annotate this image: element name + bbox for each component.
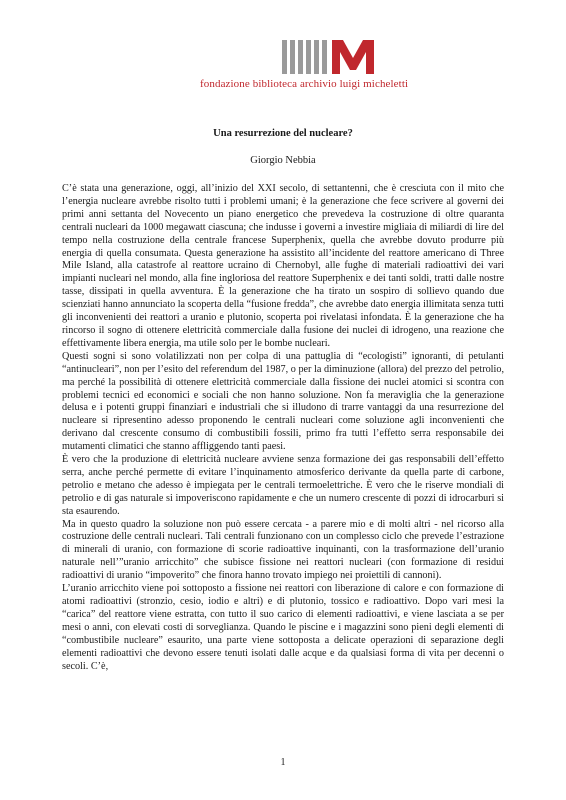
foundation-logo (282, 40, 374, 74)
logo-red-m-icon (332, 40, 374, 74)
page-number: 1 (280, 757, 286, 768)
paragraph: Ma in questo quadro la soluzione non può essere cercata - a parere mio e di molti altri - nel ricorso alla costruzione delle centrali nucleari. Tali centrali funzionano con un complesso ciclo che prevede l’estrazione di minerali di uranio, con formazione di scorie radioattive inquinanti, con la trasformazione dell’uranio naturale nell’”uranio arricchito” che subisce fissione nei reattori nucleari (con formazione di residui radioattivi di uranio “impoverito” che finora hanno trovato impiego nei proiettili di cannoni). (62, 518, 504, 582)
paragraph: È vero che la produzione di elettricità nucleare avviene senza formazione dei gas responsabili dell’effetto serra, anche perché permette di evitare l’inquinamento atmosferico derivante da quella parte di carbone, petrolio e metano che adesso è impiegata per le centrali termoelettriche. È vero che le riserve mondiali di petrolio e di gas naturale si impoveriscono rapidamente e che un numero crescente di pozzi di idrocarburi si sta esaurendo. (62, 454, 504, 517)
article-title: Una resurrezione del nucleare? (213, 128, 353, 139)
foundation-name: fondazione biblioteca archivio luigi micheletti (200, 78, 409, 90)
paragraph: C’è stata una generazione, oggi, all’inizio del XXI secolo, di settantenni, che è cresciuta con il mito che l’energia nucleare avrebbe risolto tutti i problemi umani; è la generazione che fece scrivere al governi dei primi anni settanta del Novecento un piano energetico che prevedeva la costruzione di oltre quaranta centrali nucleari da 1000 megawatt ciascuna; che indusse i governi a investire migliaia di miliardi di lire del tempo nella costruzione della centrale francese Superphenix, quella che avrebbe dovuto produrre più energia di quella consumata. Questa generazione ha assistito all’incidente del reattore americano di Three Mile Island, alla catastrofe al reattore ucraino di Chernobyl, alle fughe di materiali radioattivi dei vari impianti nucleari nel mondo, alla fine ingloriosa del reattore Superphenix e dei tanti soldi, tratti dalle nostre tasse, dissipati in quella avventura. È la generazione che ha tirato un sospiro di sollievo quando due scienziati hanno annunciato la scoperta della “fusione fredda”, che avrebbe dato energia illimitata senza tutti gli inconvenienti dei reattori a uranio e plutonio, scoperta poi rivelatasi infondata. È la generazione che ha rincorso il sogno di ottenere elettricità commerciale dalla fusione dei nuclei di idrogeno, una reazione che effettivamente libera energia, ma utile solo per le bombe nucleari. (62, 183, 504, 349)
article-body (62, 183, 504, 673)
logo-gray-bars (282, 40, 327, 74)
paragraph: Questi sogni si sono volatilizzati non per colpa di una pattuglia di “ecologisti” ignoranti, di petulanti “antinucleari”, non per l’esito del referendum del 1987, o per la diminuzione (allora) del prezzo del petrolio, ma perché la possibilità di ottenere elettricità commerciale dalla fissione dei nuclei atomici si scontra con problemi tecnici ed economici e sociali che non hanno soluzione. Non fa meraviglia che la generazione delusa e i potenti gruppi finanziari e industriali che si illudono di trarre vantaggi da una resurrezione del nucleare si ripresentino adesso proponendo le centrali nucleari come soluzione agli inconvenienti che derivano dal crescente consumo di combustibili fossili, primo fra tutti l’effetto serra responsabile dei mutamenti climatici che stanno affliggendo tanti paesi. (62, 350, 504, 453)
article-author: Giorgio Nebbia (250, 155, 316, 166)
paragraph: L’uranio arricchito viene poi sottoposto a fissione nei reattori con liberazione di calore e con formazione di atomi radioattivi (stronzio, cesio, iodio e altri) e di plutonio, tossico e radioattivo. Dopo vari mesi la “carica” del reattore viene estratta, con tutto il suo carico di elementi radioattivi, e viene lasciata a se per mesi o anni, con elevati costi di sorveglianza. Quando le piscine e i magazzini sono pieni degli elementi di “combustibile nucleare” esaurito, una parte viene sottoposta a delicate operazioni di separazione degli elementi radioattivi che devono essere tenuti isolati dalle acque e da qualsiasi forma di vita per decenni o secoli. C’è, (62, 583, 504, 672)
